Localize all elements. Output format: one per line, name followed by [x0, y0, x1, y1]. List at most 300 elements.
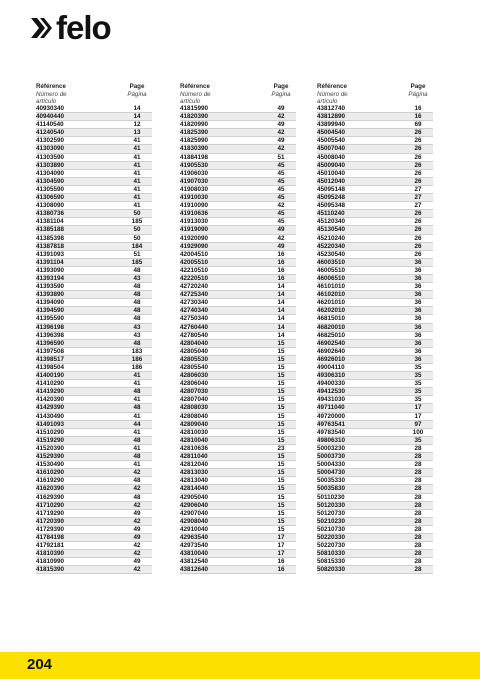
reference-number: 41393194	[36, 274, 65, 282]
table-row	[180, 332, 296, 340]
index-rows	[180, 105, 296, 574]
table-row	[36, 291, 152, 299]
page-reference: 36	[414, 274, 422, 282]
table-row	[317, 388, 433, 396]
page-reference: 50	[133, 234, 141, 242]
table-row	[180, 340, 296, 348]
table-row	[317, 259, 433, 267]
page-reference: 100	[412, 428, 424, 436]
table-row	[317, 243, 433, 251]
table-row	[180, 429, 296, 437]
table-row	[180, 226, 296, 234]
reference-number: 41907030	[180, 177, 209, 185]
page-reference: 16	[277, 266, 285, 274]
table-row	[180, 154, 296, 162]
table-row	[180, 494, 296, 502]
page-reference: 28	[414, 501, 422, 509]
reference-number: 50003230	[317, 444, 346, 452]
table-row	[36, 445, 152, 453]
reference-number: 50110230	[317, 493, 345, 501]
table-row	[317, 235, 433, 243]
page-reference: 15	[277, 347, 285, 355]
reference-number: 42808030	[180, 404, 209, 412]
reference-number: 41510290	[36, 428, 65, 436]
table-row	[180, 421, 296, 429]
table-row	[36, 566, 152, 574]
table-row	[36, 485, 152, 493]
reference-number: 46902540	[317, 339, 346, 347]
table-row	[36, 113, 152, 121]
table-row	[180, 194, 296, 202]
reference-number: 41825390	[180, 129, 209, 137]
reference-number: 42910040	[180, 525, 209, 533]
page-reference: 14	[133, 105, 141, 112]
reference-number: 45005540	[317, 137, 346, 145]
page-reference: 48	[133, 315, 141, 323]
page-reference: 28	[414, 533, 422, 541]
reference-number: 41394590	[36, 307, 65, 315]
page-reference: 15	[277, 355, 285, 363]
ref-label: Référence	[180, 83, 210, 90]
reference-number: 41920090	[180, 234, 209, 242]
reference-number: 49004110	[317, 364, 345, 371]
table-row	[36, 315, 152, 323]
reference-number: 42973540	[180, 542, 209, 550]
page-reference: 49	[277, 242, 285, 250]
table-row	[180, 502, 296, 510]
page-reference: 42	[133, 550, 141, 558]
reference-number: 41391104	[36, 258, 64, 266]
reference-number: 50004330	[317, 461, 346, 469]
reference-number: 46102010	[317, 291, 346, 299]
reference-number: 41825990	[180, 137, 209, 145]
table-row	[180, 113, 296, 121]
page-reference: 42	[133, 542, 141, 550]
reference-number: 41429390	[36, 404, 65, 412]
page-reference: 42	[133, 469, 141, 477]
column-header	[36, 83, 152, 105]
ref-sub-label: artículo	[180, 98, 201, 105]
reference-number: 42740340	[180, 307, 209, 315]
page-reference: 41	[133, 461, 141, 469]
table-row	[317, 526, 433, 534]
reference-number: 42725340	[180, 291, 209, 299]
table-row	[317, 421, 433, 429]
reference-number: 41396590	[36, 339, 65, 347]
reference-number: 41395590	[36, 315, 65, 323]
page-reference: 15	[277, 509, 285, 517]
page-reference: 48	[133, 453, 141, 461]
page-reference: 15	[277, 404, 285, 412]
reference-number: 42809040	[180, 420, 209, 428]
page-reference: 26	[414, 169, 422, 177]
reference-number: 46201010	[317, 299, 346, 307]
page-reference: 26	[414, 218, 422, 226]
reference-number: 49412530	[317, 388, 346, 396]
table-row	[180, 437, 296, 445]
reference-number: 42720240	[180, 283, 209, 291]
table-row	[317, 518, 433, 526]
reference-number: 45120340	[317, 218, 346, 226]
reference-number: 41729390	[36, 525, 65, 533]
table-row	[36, 534, 152, 542]
reference-number: 49720000	[317, 412, 346, 420]
page-reference: 14	[277, 323, 285, 331]
page-reference: 26	[414, 226, 422, 234]
page-reference: 28	[414, 566, 422, 574]
page-reference: 14	[277, 315, 285, 323]
table-row	[317, 453, 433, 461]
reference-number: 50210730	[317, 525, 346, 533]
reference-number: 50810330	[317, 550, 346, 558]
table-row	[36, 388, 152, 396]
reference-number: 45095248	[317, 194, 346, 202]
felo-chevron-icon	[31, 16, 53, 40]
page-reference: 15	[277, 485, 285, 493]
page-reference: 41	[133, 185, 141, 193]
table-row	[180, 251, 296, 259]
table-row	[36, 324, 152, 332]
ref-sub-label: artículo	[317, 98, 338, 105]
table-row	[317, 154, 433, 162]
table-row	[317, 202, 433, 210]
page-reference: 28	[414, 517, 422, 525]
table-row	[317, 218, 433, 226]
page-reference: 15	[277, 461, 285, 469]
table-row	[317, 461, 433, 469]
reference-number: 41820990	[180, 121, 209, 129]
reference-number: 41810390	[36, 550, 65, 558]
table-row	[180, 235, 296, 243]
table-row	[317, 129, 433, 137]
table-row	[180, 404, 296, 412]
page-reference: 48	[133, 266, 141, 274]
page-reference: 45	[277, 169, 285, 177]
table-row	[317, 283, 433, 291]
page-reference: 28	[414, 558, 422, 566]
reference-number: 41815390	[36, 566, 65, 574]
page-reference: 28	[414, 509, 422, 517]
reference-number: 43810040	[180, 550, 209, 558]
column-header	[317, 83, 433, 105]
page-reference: 36	[414, 283, 422, 291]
table-row	[317, 210, 433, 218]
reference-number: 42220510	[180, 274, 209, 282]
page-reference: 41	[133, 177, 141, 185]
reference-number: 42813030	[180, 469, 209, 477]
table-row	[180, 518, 296, 526]
reference-number: 41393090	[36, 266, 65, 274]
reference-number: 45220340	[317, 242, 346, 250]
table-row	[180, 307, 296, 315]
page-reference: 45	[277, 210, 285, 218]
page-reference: 69	[414, 121, 422, 129]
table-row	[36, 194, 152, 202]
reference-number: 41387818	[36, 242, 65, 250]
page-reference: 16	[277, 566, 285, 574]
table-row	[180, 356, 296, 364]
reference-number: 41240540	[36, 129, 65, 137]
page-label: Page	[410, 83, 426, 90]
page-reference: 36	[414, 258, 422, 266]
page-reference: 43	[133, 331, 141, 339]
table-row	[317, 510, 433, 518]
reference-number: 49431030	[317, 396, 346, 404]
reference-number: 41397508	[36, 347, 65, 355]
table-row	[317, 364, 433, 372]
reference-number: 46005510	[317, 266, 346, 274]
reference-number: 41619290	[36, 477, 65, 485]
table-row	[317, 162, 433, 170]
page-reference: 14	[277, 331, 285, 339]
reference-number: 42906040	[180, 501, 209, 509]
table-row	[180, 145, 296, 153]
page-reference: 49	[133, 525, 141, 533]
page-reference: 36	[414, 266, 422, 274]
table-row	[317, 299, 433, 307]
table-row	[36, 251, 152, 259]
table-row	[180, 202, 296, 210]
page-reference: 49	[277, 121, 285, 129]
reference-number: 41306590	[36, 194, 65, 202]
table-row	[180, 210, 296, 218]
page-reference: 26	[414, 177, 422, 185]
page-reference: 42	[277, 234, 285, 242]
reference-number: 46003510	[317, 258, 346, 266]
table-row	[180, 566, 296, 574]
page-reference: 27	[414, 185, 422, 193]
page-reference: 49	[133, 509, 141, 517]
page-reference: 49	[277, 105, 285, 112]
table-row	[36, 210, 152, 218]
page-sub-label: Página	[127, 90, 147, 98]
table-row	[317, 437, 433, 445]
page-reference: 15	[277, 428, 285, 436]
reference-number: 41830390	[180, 145, 209, 153]
table-row	[180, 542, 296, 550]
table-row	[180, 275, 296, 283]
reference-number: 42780540	[180, 331, 209, 339]
reference-number: 41491093	[36, 420, 65, 428]
table-row	[317, 477, 433, 485]
table-row	[36, 243, 152, 251]
table-row	[317, 380, 433, 388]
table-row	[317, 542, 433, 550]
page-reference: 35	[414, 388, 422, 396]
reference-number: 46926010	[317, 355, 346, 363]
reference-number: 42811040	[180, 453, 208, 461]
reference-number: 42804040	[180, 339, 209, 347]
page-reference: 42	[277, 113, 285, 121]
reference-number: 41419290	[36, 388, 65, 396]
table-row	[180, 396, 296, 404]
page-number: 204	[27, 656, 53, 673]
table-row	[180, 534, 296, 542]
ref-label: Référence	[317, 83, 347, 90]
table-row	[317, 291, 433, 299]
ref-label: Référence	[36, 83, 66, 90]
table-row	[180, 105, 296, 113]
page-reference: 15	[277, 396, 285, 404]
table-row	[36, 121, 152, 129]
table-row	[36, 299, 152, 307]
page-reference: 14	[133, 113, 141, 121]
page-reference: 36	[414, 347, 422, 355]
table-row	[317, 469, 433, 477]
page-reference: 48	[133, 307, 141, 315]
table-row	[36, 145, 152, 153]
table-row	[180, 526, 296, 534]
page-reference: 49	[277, 137, 285, 145]
table-row	[36, 332, 152, 340]
table-row	[180, 283, 296, 291]
page-reference: 14	[277, 299, 285, 307]
reference-number: 41906030	[180, 169, 209, 177]
table-row	[36, 275, 152, 283]
table-row	[180, 243, 296, 251]
page-reference: 15	[277, 380, 285, 388]
table-row	[36, 259, 152, 267]
page-reference: 26	[414, 161, 422, 169]
reference-number: 41391093	[36, 250, 65, 258]
reference-number: 41820390	[180, 113, 209, 121]
page-reference: 35	[414, 380, 422, 388]
page-reference: 35	[414, 364, 422, 371]
reference-number: 41908030	[180, 185, 209, 193]
page-reference: 16	[277, 258, 285, 266]
table-row	[180, 461, 296, 469]
page-reference: 17	[277, 550, 285, 558]
page-reference: 41	[133, 444, 141, 452]
reference-number: 40940440	[36, 113, 65, 121]
page-reference: 17	[277, 533, 285, 541]
reference-number: 41720390	[36, 517, 65, 525]
table-row	[180, 299, 296, 307]
table-row	[317, 332, 433, 340]
table-row	[36, 469, 152, 477]
reference-number: 43812540	[180, 558, 209, 566]
reference-number: 41913030	[180, 218, 209, 226]
page-reference: 15	[277, 477, 285, 485]
table-row	[317, 413, 433, 421]
page-reference: 28	[414, 444, 422, 452]
reference-number: 49400330	[317, 380, 346, 388]
column-header	[180, 83, 296, 105]
page-reference: 184	[131, 242, 143, 250]
page-reference: 27	[414, 202, 422, 210]
table-row	[317, 275, 433, 283]
reference-number: 42810040	[180, 436, 209, 444]
index-column-1	[36, 83, 152, 574]
page-reference: 45	[277, 161, 285, 169]
table-row	[180, 186, 296, 194]
page-reference: 15	[277, 525, 285, 533]
page-reference: 42	[133, 485, 141, 493]
reference-number: 43899940	[317, 121, 346, 129]
table-row	[317, 566, 433, 574]
page-reference: 41	[133, 145, 141, 153]
table-row	[36, 348, 152, 356]
reference-number: 46202010	[317, 307, 346, 315]
page-reference: 41	[133, 396, 141, 404]
table-row	[317, 226, 433, 234]
table-row	[36, 404, 152, 412]
reference-number: 42805040	[180, 347, 209, 355]
page-reference: 26	[414, 250, 422, 258]
reference-number: 42812040	[180, 461, 209, 469]
reference-number: 50003730	[317, 453, 346, 461]
table-row	[36, 429, 152, 437]
table-row	[317, 372, 433, 380]
table-row	[36, 137, 152, 145]
table-row	[317, 307, 433, 315]
felo-logo	[31, 9, 111, 46]
reference-number: 41400190	[36, 372, 65, 380]
table-row	[36, 356, 152, 364]
table-row	[36, 542, 152, 550]
reference-number: 41303590	[36, 153, 65, 161]
page-reference: 14	[277, 291, 285, 299]
page-reference: 42	[277, 145, 285, 153]
page-reference: 51	[277, 153, 285, 161]
page-reference: 49	[277, 226, 285, 234]
page-reference: 16	[277, 250, 285, 258]
page-reference: 50	[133, 226, 141, 234]
page-reference: 48	[133, 283, 141, 291]
page-reference: 15	[277, 517, 285, 525]
table-row	[36, 453, 152, 461]
reference-number: 49711040	[317, 404, 345, 412]
table-row	[180, 291, 296, 299]
page-reference: 14	[277, 283, 285, 291]
table-row	[180, 469, 296, 477]
table-row	[36, 437, 152, 445]
reference-number: 42814040	[180, 485, 209, 493]
page-reference: 35	[414, 372, 422, 380]
index-rows	[36, 105, 152, 574]
table-row	[36, 283, 152, 291]
page-reference: 36	[414, 291, 422, 299]
table-row	[317, 315, 433, 323]
index-column-2	[180, 83, 296, 574]
reference-number: 49806310	[317, 436, 346, 444]
table-row	[180, 550, 296, 558]
page-reference: 15	[277, 372, 285, 380]
index-column-3	[317, 83, 433, 574]
reference-number: 45210240	[317, 234, 346, 242]
table-row	[180, 445, 296, 453]
table-row	[36, 477, 152, 485]
page-reference: 15	[277, 388, 285, 396]
reference-number: 42210510	[180, 266, 209, 274]
page-reference: 43	[133, 323, 141, 331]
table-row	[317, 429, 433, 437]
reference-number: 50120330	[317, 501, 346, 509]
reference-number: 43812890	[317, 113, 346, 121]
reference-number: 41302590	[36, 137, 65, 145]
page-reference: 26	[414, 210, 422, 218]
page-reference: 41	[133, 161, 141, 169]
reference-number: 41629390	[36, 493, 65, 501]
reference-number: 41815990	[180, 105, 209, 112]
reference-number: 41520390	[36, 444, 65, 452]
page-label: Page	[273, 83, 289, 90]
table-row	[180, 558, 296, 566]
table-row	[36, 494, 152, 502]
table-row	[180, 170, 296, 178]
page-reference: 43	[133, 274, 141, 282]
reference-number: 41719290	[36, 509, 65, 517]
